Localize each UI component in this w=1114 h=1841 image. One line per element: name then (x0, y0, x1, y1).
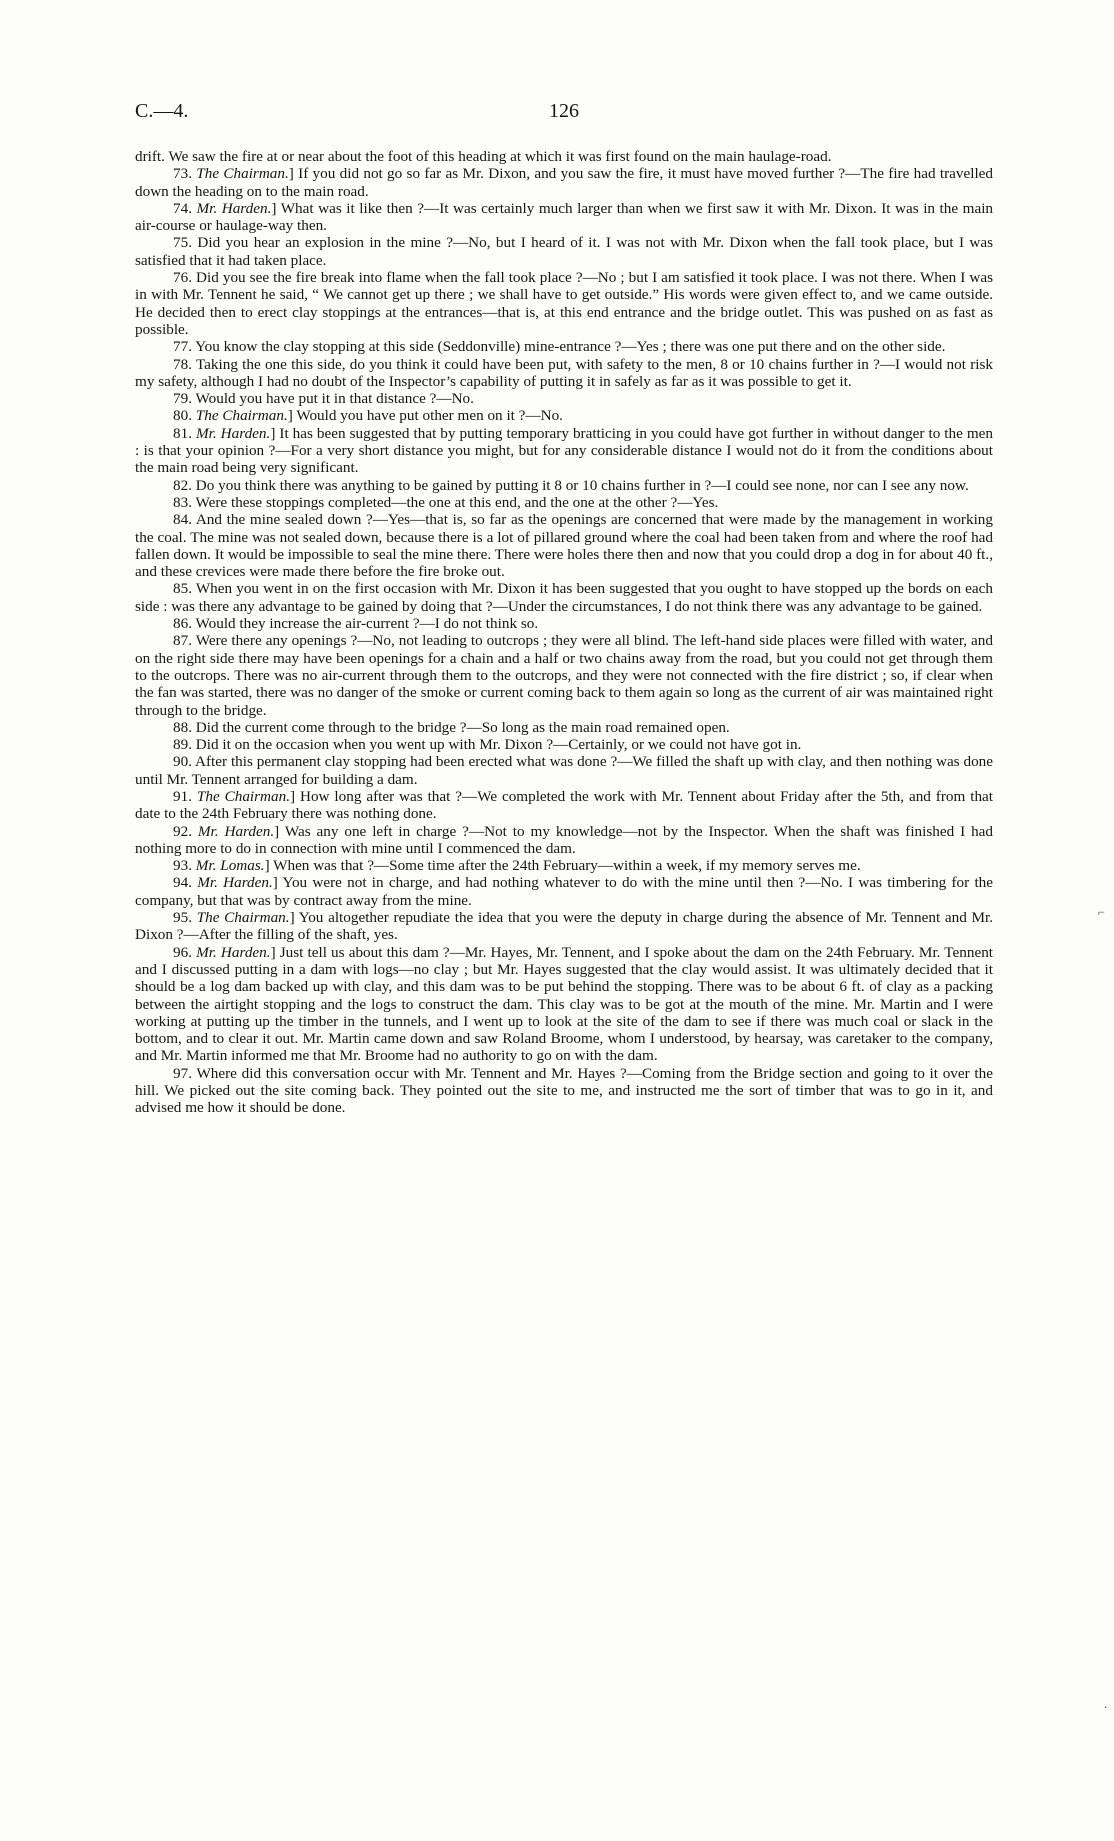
question-number: 79. (173, 390, 196, 408)
question-number: 83. (173, 493, 196, 511)
margin-mark: ∙ (1104, 1700, 1107, 1714)
speaker-name: Mr. Lomas. (195, 857, 265, 875)
page-header (135, 100, 993, 130)
speaker-name: Mr. Harden. (197, 822, 275, 840)
paragraph-text: When you went in on the first occasion with Mr. Dixon it has been suggested that you ought to have stopped up the bords on each side : was there any advantage to be gained by doing that ?—Under the circumstances, I do not think there was any advantage to be gained. (135, 580, 993, 615)
speaker-name: The Chairman. (195, 407, 288, 425)
paragraph-text: And the mine sealed down ?—Yes—that is, so far as the openings are concerned that were made by the management in working the coal. The mine was not sealed down, because there is a lot of pillared ground where the coal had been taken from and where the roof had fallen down. It would be impossible to seal the mine there. There were holes there then and now that you could drop a dog in for about 40 ft., and these crevices were made there before the fire broke out. (135, 511, 993, 581)
paragraph-text: ] It has been suggested that by putting temporary bratticing in you could have got further in without danger to the men : is that your opinion ?—For a very short distance you might, but for any considerable distance I would not do it from the conditions about the main road being very significant. (135, 424, 994, 477)
testimony-paragraph (135, 390, 993, 407)
speaker-name: The Chairman. (196, 909, 290, 927)
testimony-paragraph (135, 234, 993, 269)
testimony-paragraph (135, 823, 993, 858)
question-number: 88. (173, 718, 196, 736)
question-number: 89. (173, 736, 196, 754)
testimony-paragraph (135, 148, 993, 165)
testimony-paragraph (135, 1065, 993, 1117)
question-number: 84. (173, 511, 196, 529)
paragraph-text: drift. We saw the fire at or near about the foot of this heading at which it was first found on the main haulage-road. (135, 148, 832, 165)
paragraph-text: Do you think there was anything to be gained by putting it 8 or 10 chains further in ?—I could see none, nor can I see any now. (195, 476, 969, 494)
question-number: 75. (173, 234, 198, 252)
question-number: 73. (173, 165, 197, 183)
question-number: 81. (173, 424, 196, 442)
speaker-name: Mr. Harden. (196, 199, 272, 217)
testimony-paragraph (135, 165, 993, 200)
question-number: 76. (173, 269, 197, 287)
testimony-paragraph (135, 356, 993, 391)
testimony-paragraph (135, 269, 993, 338)
paragraph-text: Did it on the occasion when you went up with Mr. Dixon ?—Certainly, or we could not have got in. (195, 736, 802, 754)
question-number: 97. (173, 1064, 197, 1082)
question-number: 82. (173, 476, 196, 494)
question-number: 91. (173, 787, 197, 805)
testimony-paragraph (135, 477, 993, 494)
paragraph-text: Where did this conversation occur with Mr. Tennent and Mr. Hayes ?—Coming from the Bridge section and going to it over the hill. We picked out the site coming back. They pointed out the site to me, and instructed me the sort of timber that was to go in it, and advised me how it should be done. (135, 1064, 993, 1117)
speaker-name: Mr. Harden. (197, 874, 273, 892)
testimony-paragraph (135, 494, 993, 511)
paragraph-text: ] What was it like then ?—It was certainly much larger than when we first saw it with Mr. Dixon. It was in the main air-course or haulage-way then. (135, 199, 994, 235)
paragraph-text: ] Just tell us about this dam ?—Mr. Hayes, Mr. Tennent, and I spoke about the dam on the 24th February. Mr. Tennent and I discussed putting in a dam with logs—no clay ; but Mr. Hayes suggested that the clay would assist. It was ultimately decided that it should be a log dam backed up with clay, and this dam was to be put behind the stopping. There was to be about 6 ft. of clay as a packing between the airtight stopping and the logs to construct the dam. This clay was to be got at the mouth of the mine. Mr. Martin and I were working at putting up the timber in the tunnels, and I went up to look at the site of the dam to see if there was much coal or slack in the bottom, and to clear it out. Mr. Martin came down and saw Roland Broome, whom I understood, by hearsay, was caretaker to the company, and Mr. Martin informed me that Mr. Broome had no authority to go on with the dam. (135, 943, 994, 1065)
paragraph-text: Were there any openings ?—No, not leading to outcrops ; they were all blind. The left-hand side places were filled with water, and on the right side there may have been openings for a chain and a half or two chains away from the road, but you could not get through them to the outcrops. There was no air-current through them to the outcrops, and they were not connected with the fire district ; so, if clear when the fan was started, there was no danger of the smoke or current coming back to them again so long as the current of air was maintained right through to the bridge. (135, 632, 993, 719)
question-number: 96. (173, 943, 197, 961)
paragraph-text: After this permanent clay stopping had been erected what was done ?—We filled the shaft up with clay, and then nothing was done until Mr. Tennent arranged for building a dam. (135, 753, 993, 788)
paragraph-text: Were these stoppings completed—the one at this end, and the one at the other ?—Yes. (195, 493, 719, 511)
paragraph-text: ] You were not in charge, and had nothing whatever to do with the mine until then ?—No. I was timbering for the company, but that was by contract away from the mine. (135, 874, 993, 909)
question-number: 90. (173, 753, 196, 771)
testimony-body (135, 148, 993, 1117)
testimony-paragraph (135, 425, 993, 477)
paragraph-text: ] Would you have put other men on it ?—No. (287, 407, 563, 425)
paragraph-text: ] When was that ?—Some time after the 24th February—within a week, if my memory serves me. (264, 857, 861, 875)
question-number: 93. (173, 857, 196, 875)
paragraph-text: Did you hear an explosion in the mine ?—No, but I heard of it. I was not with Mr. Dixon when the fall took place, but I was satisfied that it had taken place. (135, 234, 994, 269)
testimony-paragraph (135, 857, 993, 874)
paragraph-text: ] How long after was that ?—We completed the work with Mr. Tennent about Friday after the 5th, and from that date to the 24th February there was nothing done. (135, 787, 993, 823)
paragraph-text: ] Was any one left in charge ?—Not to my knowledge—not by the Inspector. When the shaft was finished I had nothing more to do in connection with mine until I commenced the dam. (135, 822, 994, 857)
testimony-paragraph (135, 615, 993, 632)
speaker-name: The Chairman. (196, 787, 290, 805)
testimony-paragraph (135, 511, 993, 580)
paragraph-text: Taking the one this side, do you think it could have been put, with safety to the men, 8 or 10 chains further in ?—I would not risk my safety, although I had no doubt of the Inspector’s capability of putting it in safely as far as it was possible to get it. (135, 355, 993, 390)
margin-mark: ⌐ (1098, 905, 1105, 919)
testimony-paragraph (135, 719, 993, 736)
question-number: 94. (173, 874, 198, 892)
paragraph-text: Would they increase the air-current ?—I do not think so. (195, 615, 539, 633)
testimony-paragraph (135, 944, 993, 1065)
paragraph-text: ] If you did not go so far as Mr. Dixon, and you saw the fire, it must have moved further ?—The fire had travelled down the heading on to the main road. (135, 165, 994, 200)
testimony-paragraph (135, 632, 993, 718)
speaker-name: Mr. Harden. (196, 943, 271, 961)
testimony-paragraph (135, 753, 993, 788)
testimony-paragraph (135, 788, 993, 823)
question-number: 95. (173, 909, 197, 927)
testimony-paragraph (135, 338, 993, 355)
question-number: 80. (173, 407, 196, 425)
paragraph-text: Did you see the fire break into flame when the fall took place ?—No ; but I am satisfied it took place. I was not there. When I was in with Mr. Tennent he said, “ We cannot get up there ; we shall have to get outside.” His words were given effect to, and we came outside. He decided then to erect clay stoppings at the entrances—that is, at this end entrance and the bridge outlet. This was pushed on as fast as possible. (135, 269, 994, 338)
testimony-paragraph (135, 580, 993, 615)
testimony-paragraph (135, 200, 993, 235)
paragraph-text: Would you have put it in that distance ?—No. (195, 390, 474, 408)
paragraph-text: ] You altogether repudiate the idea that you were the deputy in charge during the absence of Mr. Tennent and Mr. Dixon ?—After the filling of the shaft, yes. (135, 909, 994, 944)
question-number: 92. (173, 822, 198, 840)
paragraph-text: You know the clay stopping at this side (Seddonville) mine-entrance ?—Yes ; there was one put there and on the other side. (195, 338, 946, 356)
question-number: 87. (173, 632, 196, 650)
question-number: 78. (173, 355, 196, 373)
speaker-name: The Chairman. (196, 165, 289, 183)
question-number: 74. (173, 199, 197, 217)
page-number: 126 (549, 100, 579, 122)
testimony-paragraph (135, 736, 993, 753)
testimony-paragraph (135, 874, 993, 909)
paragraph-text: Did the current come through to the bridge ?—So long as the main road remained open. (195, 718, 730, 736)
testimony-paragraph (135, 407, 993, 424)
speaker-name: Mr. Harden. (196, 424, 271, 442)
question-number: 85. (173, 580, 196, 598)
document-code: C.—4. (135, 100, 189, 122)
question-number: 86. (173, 615, 196, 633)
testimony-paragraph (135, 909, 993, 944)
question-number: 77. (173, 338, 196, 356)
